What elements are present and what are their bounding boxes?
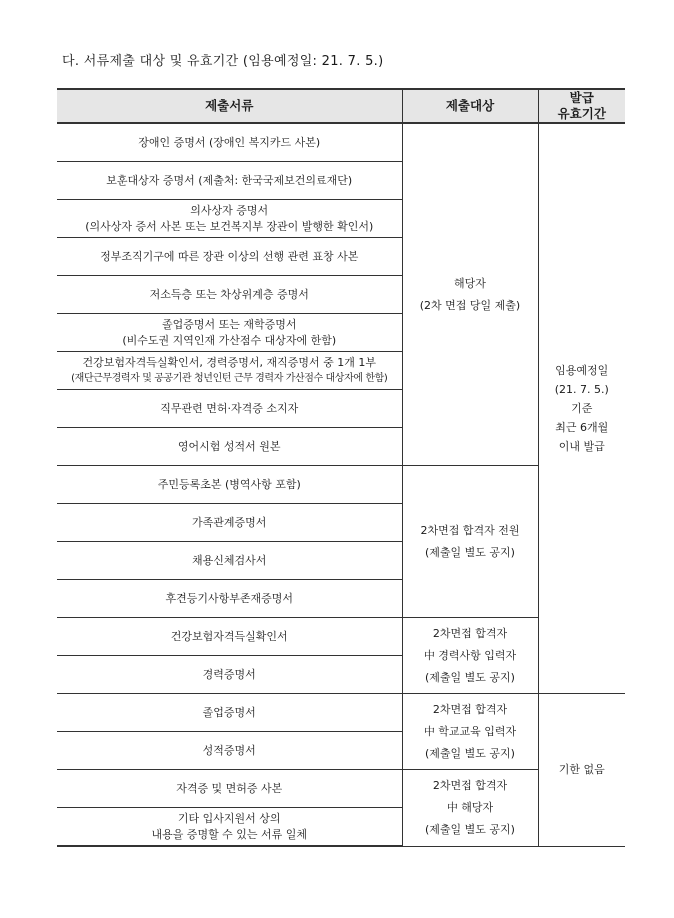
doc-license-copy: 자격증 및 면허증 사본 (57, 770, 402, 808)
doc-license-holder: 직무관련 면허·자격증 소지자 (57, 390, 402, 428)
document-submission-table (57, 88, 625, 847)
doc-veteran-certificate: 보훈대상자 증명서 (제출처: 한국국제보건의료재단) (57, 162, 402, 200)
header-validity (538, 89, 625, 123)
doc-career-certificate: 경력증명서 (57, 656, 402, 694)
doc-resident-abstract: 주민등록초본 (병역사항 포함) (57, 466, 402, 504)
doc-physical-exam: 채용신체검사서 (57, 542, 402, 580)
validity-six-months: 임용예정일 (21. 7. 5.) 기준 최근 6개월 이내 발급 (538, 123, 625, 694)
doc-injured-person-certificate: 의사상자 증명서 (의사상자 증서 사본 또는 보건복지부 장관이 발행한 확인서) (57, 200, 402, 238)
doc-disability-certificate: 장애인 증명서 (장애인 복지카드 사본) (57, 123, 402, 162)
section-heading: 다. 서류제출 대상 및 유효기간 (임용예정일: 21. 7. 5.) (62, 54, 384, 69)
table-row (57, 694, 625, 732)
target-group-education: 2차면접 합격자 中 학교교육 입력자 (제출일 별도 공지) (402, 694, 538, 770)
target-group-applicable-passers: 2차면접 합격자 中 해당자 (제출일 별도 공지) (402, 770, 538, 847)
target-group-applicable: 해당자 (2차 면접 당일 제출) (402, 123, 538, 466)
doc-employment-proof: 건강보험자격득실확인서, 경력증명서, 재직증명서 중 1개 1부 (재단근무경력자 및 공공기관 청년인턴 근무 경력자 가산점수 대상자에 한함) (57, 352, 402, 390)
header-validity-line1: 발급 (569, 90, 594, 105)
header-documents: 제출서류 (57, 89, 402, 123)
doc-guardianship-absence: 후견등기사항부존재증명서 (57, 580, 402, 618)
doc-family-relation: 가족관계증명서 (57, 504, 402, 542)
doc-commendation-copy: 정부조직기구에 따른 장관 이상의 선행 관련 표창 사본 (57, 238, 402, 276)
target-group-career: 2차면접 합격자 中 경력사항 입력자 (제출일 별도 공지) (402, 618, 538, 694)
header-target: 제출대상 (402, 89, 538, 123)
doc-graduation-certificate: 졸업증명서 (57, 694, 402, 732)
doc-english-score: 영어시험 성적서 원본 (57, 428, 402, 466)
doc-low-income-certificate: 저소득층 또는 차상위계층 증명서 (57, 276, 402, 314)
target-group-all-passers: 2차면접 합격자 전원 (제출일 별도 공지) (402, 466, 538, 618)
doc-graduation-enrollment: 졸업증명서 또는 재학증명서 (비수도권 지역인재 가산점수 대상자에 한함) (57, 314, 402, 352)
doc-health-insurance: 건강보험자격득실확인서 (57, 618, 402, 656)
header-validity-line2: 유효기간 (557, 106, 606, 121)
doc-other-supporting: 기타 입사지원서 상의 내용을 증명할 수 있는 서류 일체 (57, 808, 402, 847)
table-header-row (57, 89, 625, 123)
table-row (57, 123, 625, 162)
doc-transcript: 성적증명서 (57, 732, 402, 770)
validity-no-limit: 기한 없음 (538, 694, 625, 847)
